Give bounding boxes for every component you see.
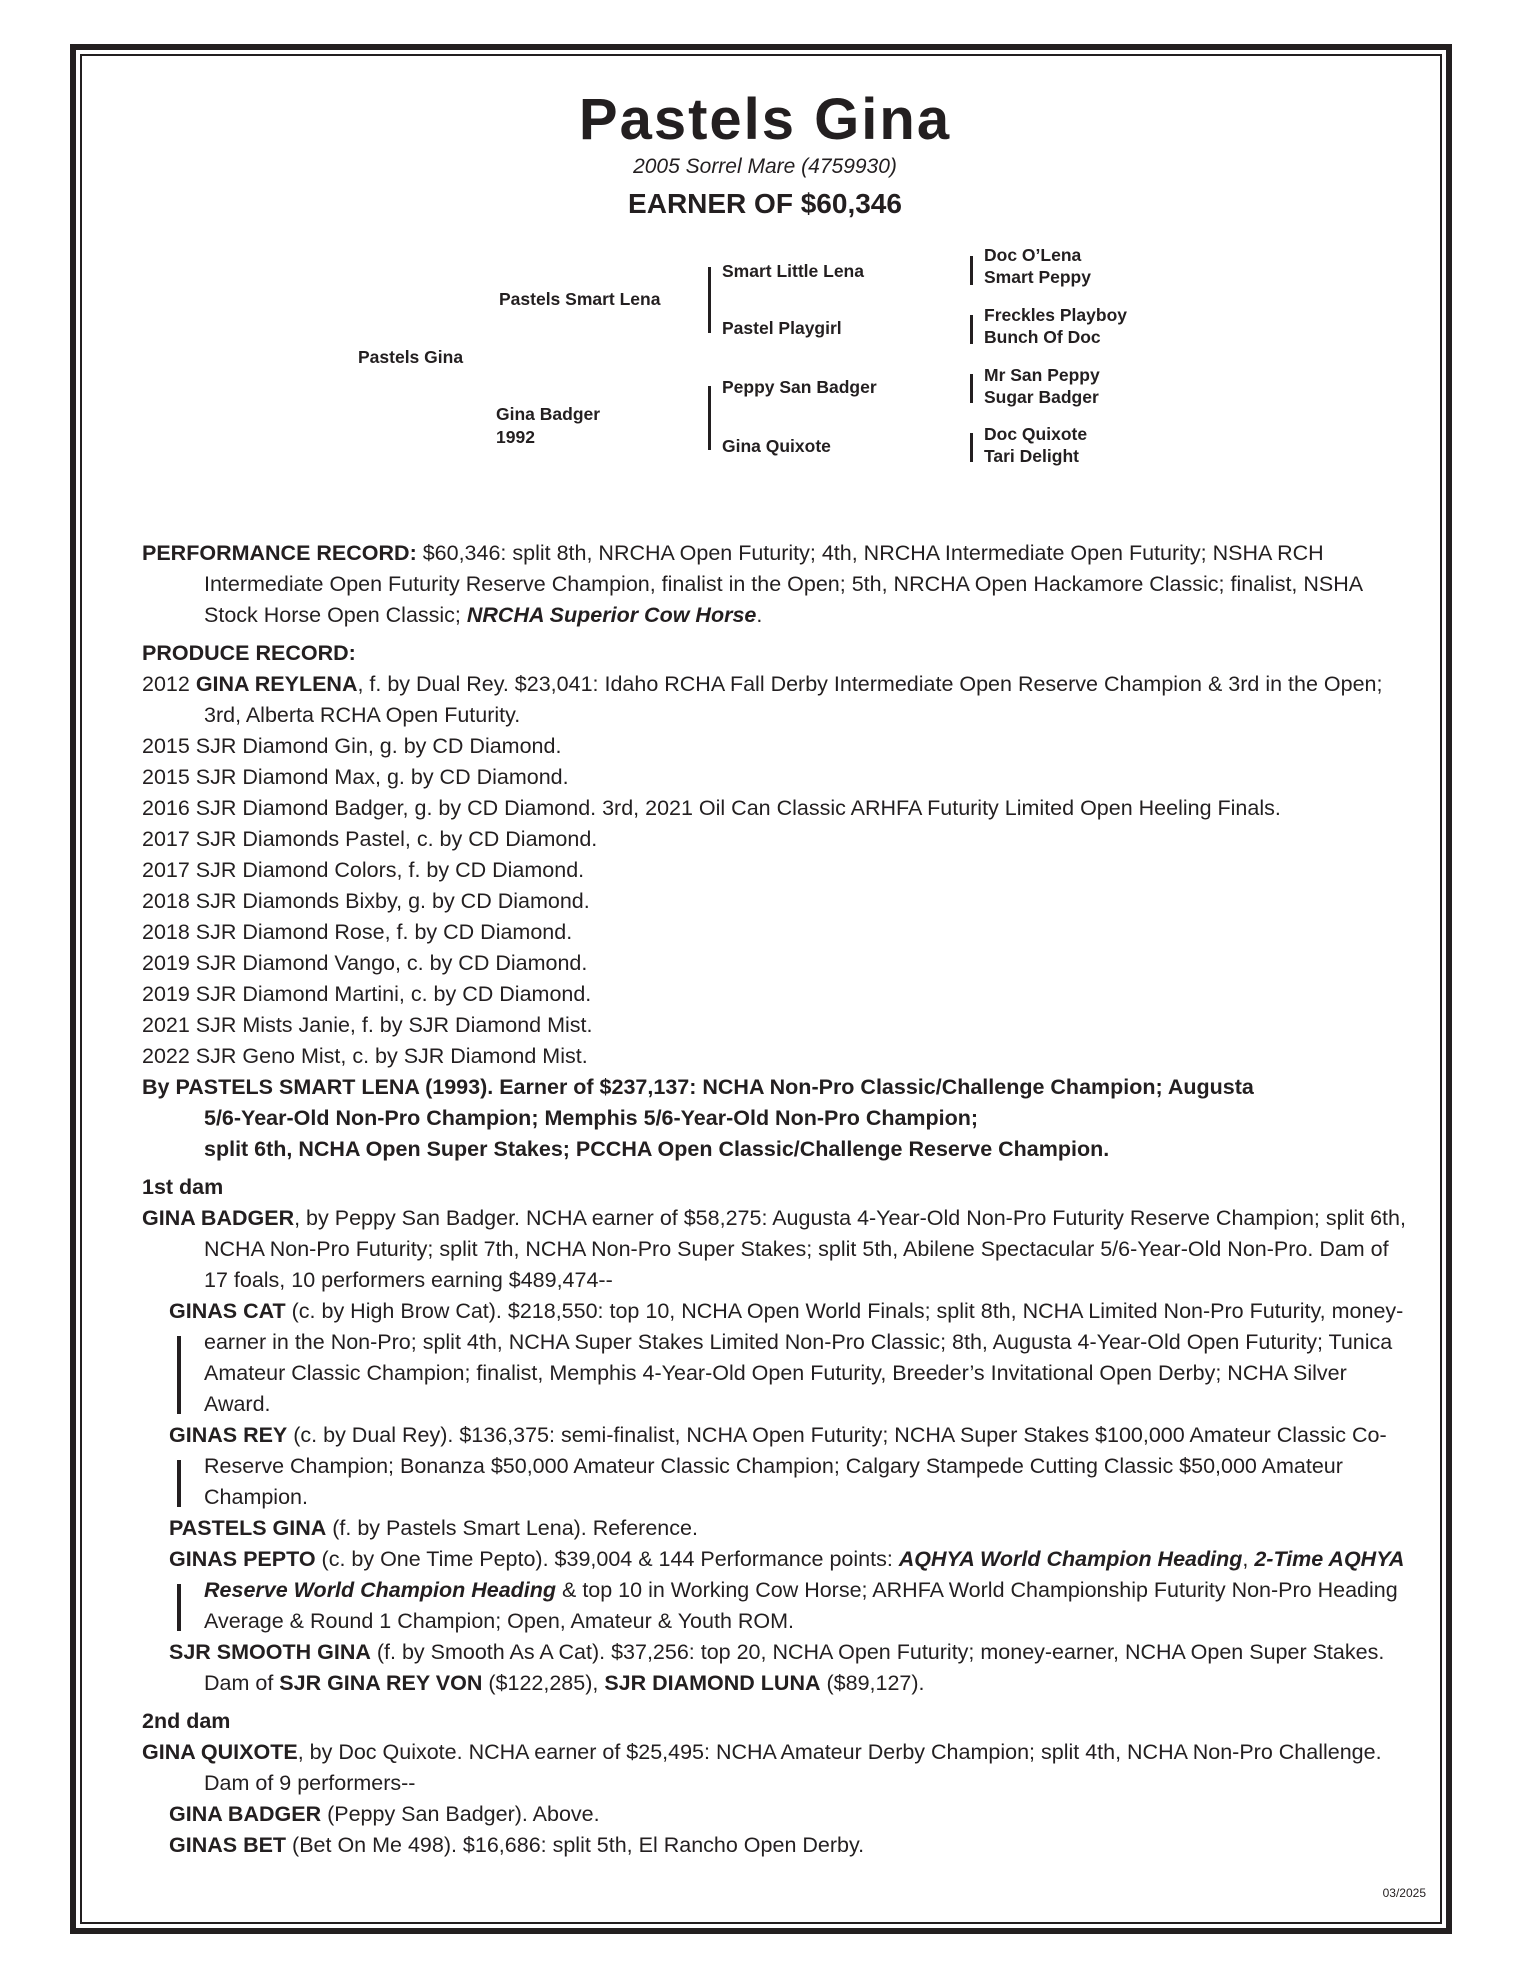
pedigree-bracket [970, 374, 973, 403]
foal-entry: GINAS BET (Bet On Me 498). $16,686: split 5th, El Rancho Open Derby. [169, 1833, 865, 1857]
pedigree-gg6: Sugar Badger [984, 387, 1099, 407]
pedigree-gg2: Smart Peppy [984, 267, 1091, 287]
produce-record-heading: PRODUCE RECORD: [142, 641, 356, 665]
pedigree-gg3: Freckles Playboy [984, 305, 1127, 325]
pedigree-sire-sire: Smart Little Lena [722, 261, 864, 281]
pedigree-dam-dam: Gina Quixote [722, 436, 831, 456]
foal-entry: GINAS PEPTO (c. by One Time Pepto). $39,004 & 144 Performance points: AQHYA World Champion Heading, 2-Time AQHYA Reserve World Champion Heading & top 10 in Working Cow Horse; ARHFA World Championship Futurity Non-Pro Heading Average & Round 1 Champion; Open, Amateur & Youth ROM. [169, 1547, 1404, 1633]
produce-item: 2015 SJR Diamond Gin, g. by CD Diamond. [142, 734, 562, 758]
foal-bar [177, 1336, 181, 1414]
pedigree-bracket [970, 256, 973, 285]
produce-item: 2018 SJR Diamonds Bixby, g. by CD Diamond. [142, 889, 590, 913]
produce-item: 2021 SJR Mists Janie, f. by SJR Diamond Mist. [142, 1013, 593, 1037]
pedigree-bracket [708, 386, 711, 450]
produce-item: 2022 SJR Geno Mist, c. by SJR Diamond Mist. [142, 1044, 588, 1068]
pedigree-gg8: Tari Delight [984, 446, 1079, 466]
produce-item: 2015 SJR Diamond Max, g. by CD Diamond. [142, 765, 569, 789]
pedigree-sire-dam: Pastel Playgirl [722, 318, 842, 338]
produce-item: 2017 SJR Diamonds Pastel, c. by CD Diamond. [142, 827, 598, 851]
second-dam-summary: GINA QUIXOTE, by Doc Quixote. NCHA earner of $25,495: NCHA Amateur Derby Champion; split 4th, NCHA Non-Pro Challenge. Dam of 9 performers-- [142, 1740, 1382, 1795]
pedigree-gg4: Bunch Of Doc [984, 327, 1101, 347]
page-title: Pastels Gina [578, 87, 952, 152]
produce-item: 2019 SJR Diamond Vango, c. by CD Diamond. [142, 951, 588, 975]
pedigree-subject: Pastels Gina [358, 347, 464, 367]
foal-name: GINAS BET [169, 1833, 287, 1857]
pedigree-dam: Gina Badger [496, 404, 601, 424]
foal-entry: PASTELS GINA (f. by Pastels Smart Lena). Reference. [169, 1516, 698, 1540]
performance-label: PERFORMANCE RECORD: [142, 541, 417, 565]
performance-record: PERFORMANCE RECORD: $60,346: split 8th, NRCHA Open Futurity; 4th, NRCHA Intermediate Open Futurity; NSHA RCH Intermediate Open Futurity Reserve Champion, finalist in the Open; 5th, NRCHA Open Hackamore Classic; finalist, NSHA Stock Horse Open Classic; NRCHA Superior Cow Horse. [142, 541, 1362, 627]
pedigree-dam-year: 1992 [496, 427, 535, 447]
record-body [142, 538, 1412, 1861]
revision-date: 03/2025 [1382, 1886, 1426, 1900]
sire-summary: By PASTELS SMART LENA (1993). Earner of $237,137: NCHA Non-Pro Classic/Challenge Champion; Augusta 5/6-Year-Old Non-Pro Champion; Memphis 5/6-Year-Old Non-Pro Champion; split 6th, NCHA Open Super Stakes; PCCHA Open Classic/Challenge Reserve Champion. [142, 1075, 1254, 1161]
produce-item: 2018 SJR Diamond Rose, f. by CD Diamond. [142, 920, 573, 944]
foal-name: GINAS CAT [169, 1299, 286, 1323]
pedigree-gg5: Mr San Peppy [984, 365, 1100, 385]
horse-description: 2005 Sorrel Mare (4759930) [633, 155, 897, 178]
pedigree-dam-sire: Peppy San Badger [722, 377, 877, 397]
foal-entry: GINAS CAT (c. by High Brow Cat). $218,550: top 10, NCHA Open World Finals; split 8th, NCHA Limited Non-Pro Futurity, money-earner in the Non-Pro; split 4th, NCHA Super Stakes Limited Non-Pro Classic; 8th, Augusta 4-Year-Old Open Futurity; Tunica Amateur Classic Champion; finalist, Memphis 4-Year-Old Open Futurity, Breeder’s Invitational Open Derby; NCHA Silver Award. [169, 1299, 1404, 1416]
foal-entry: SJR SMOOTH GINA (f. by Smooth As A Cat). $37,256: top 20, NCHA Open Futurity; money-earner, NCHA Open Super Stakes. Dam of SJR GINA REY VON ($122,285), SJR DIAMOND LUNA ($89,127). [169, 1640, 1385, 1695]
pedigree-bracket [708, 267, 711, 333]
first-dam-heading: 1st dam [142, 1175, 224, 1199]
foal-name: PASTELS GINA [169, 1516, 327, 1540]
pedigree-gg1: Doc O’Lena [984, 245, 1082, 265]
pedigree-sire: Pastels Smart Lena [499, 289, 661, 309]
foal-name: GINAS REY [169, 1423, 288, 1447]
foal-name: GINA BADGER [169, 1802, 322, 1826]
produce-item: 2019 SJR Diamond Martini, c. by CD Diamond. [142, 982, 592, 1006]
pedigree-bracket [970, 315, 973, 344]
second-dam-heading: 2nd dam [142, 1709, 231, 1733]
foal-bar [177, 1584, 181, 1631]
first-dam-summary: GINA BADGER, by Peppy San Badger. NCHA earner of $58,275: Augusta 4-Year-Old Non-Pro Futurity Reserve Champion; split 6th, NCHA Non-Pro Futurity; split 7th, NCHA Non-Pro Super Stakes; split 5th, Abilene Spectacular 5/6-Year-Old Non-Pro. Dam of 17 foals, 10 performers earning $489,474-- [142, 1206, 1406, 1292]
foal-entry: GINA BADGER (Peppy San Badger). Above. [169, 1802, 600, 1826]
foal-name: SJR SMOOTH GINA [169, 1640, 371, 1664]
earnings-headline: EARNER OF $60,346 [628, 188, 902, 219]
produce-item: 2017 SJR Diamond Colors, f. by CD Diamond. [142, 858, 585, 882]
produce-item: 2012 GINA REYLENA, f. by Dual Rey. $23,041: Idaho RCHA Fall Derby Intermediate Open Reserve Champion & 3rd in the Open; 3rd, Alberta RCHA Open Futurity. [142, 672, 1383, 727]
foal-entry: GINAS REY (c. by Dual Rey). $136,375: semi-finalist, NCHA Open Futurity; NCHA Super Stakes $100,000 Amateur Classic Co-Reserve Champion; Bonanza $50,000 Amateur Classic Champion; Calgary Stampede Cutting Classic $50,000 Amateur Champion. [169, 1423, 1387, 1509]
pedigree-bracket [970, 433, 973, 462]
performance-honor: NRCHA Superior Cow Horse [466, 603, 757, 627]
foal-name: GINAS PEPTO [169, 1547, 316, 1571]
foal-bar [177, 1460, 181, 1507]
pedigree-gg7: Doc Quixote [984, 424, 1088, 444]
produce-item: 2016 SJR Diamond Badger, g. by CD Diamond. 3rd, 2021 Oil Can Classic ARHFA Futurity Limited Open Heeling Finals. [142, 796, 1281, 820]
